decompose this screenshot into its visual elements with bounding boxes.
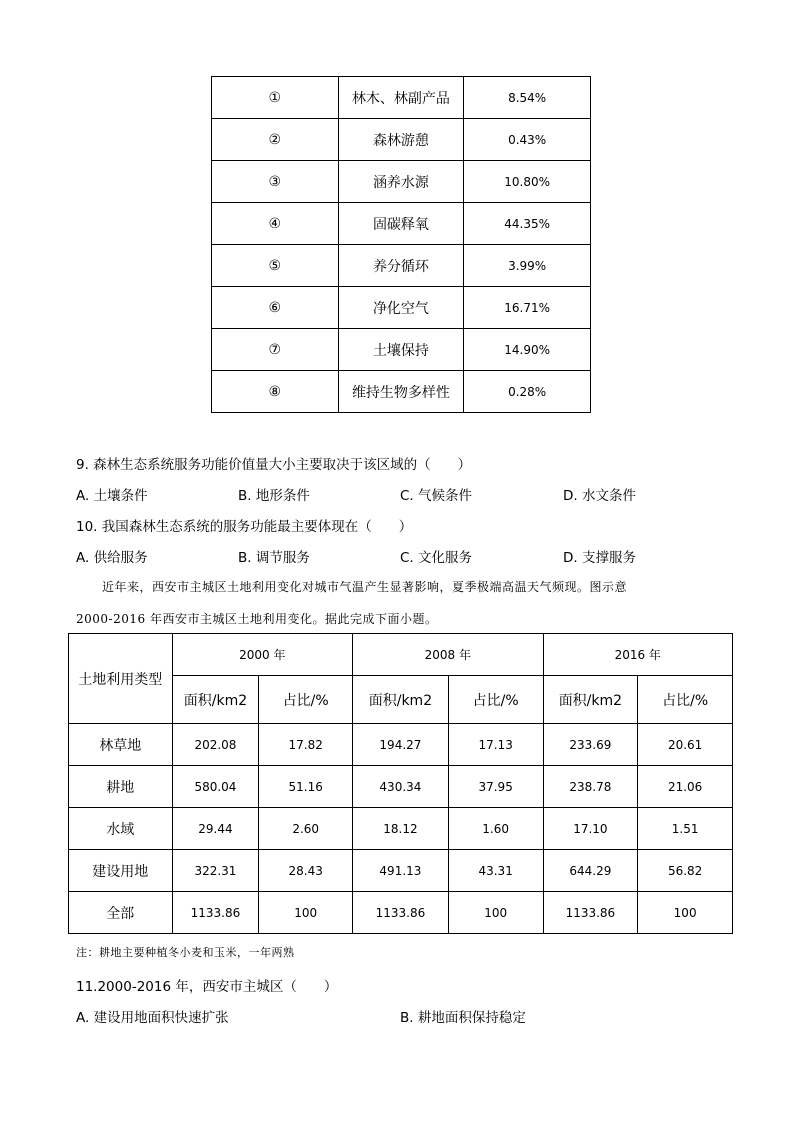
land-type-header: 土地利用类型 (69, 634, 173, 724)
service-name: 林木、林副产品 (338, 77, 464, 119)
table-note: 注：耕地主要种植冬小麦和玉米，一年两熟 (76, 946, 295, 959)
area-value: 18.12 (353, 808, 449, 850)
area-value: 17.10 (543, 808, 638, 850)
service-row (212, 329, 591, 371)
area-value: 1133.86 (353, 892, 449, 934)
q10-option-b: B. 调节服务 (238, 550, 310, 566)
service-percent: 0.43% (464, 119, 591, 161)
intro-line-1: 近年来，西安市主城区土地利用变化对城市气温产生显著影响，夏季极端高温天气频现。图示意 (102, 580, 628, 594)
land-use-row (69, 892, 733, 934)
share-value: 100 (448, 892, 543, 934)
q9-option-c: C. 气候条件 (400, 488, 473, 504)
q9-option-d: D. 水文条件 (563, 488, 636, 504)
share-value: 100 (638, 892, 733, 934)
land-type: 建设用地 (69, 850, 173, 892)
service-row (212, 203, 591, 245)
share-value: 100 (259, 892, 353, 934)
land-use-row (69, 808, 733, 850)
area-header: 面积/km2 (543, 676, 638, 724)
share-value: 43.31 (448, 850, 543, 892)
share-value: 1.60 (448, 808, 543, 850)
land-use-table (68, 633, 733, 934)
land-type: 耕地 (69, 766, 173, 808)
q11-option-a: A. 建设用地面积快速扩张 (76, 1010, 229, 1026)
service-percent: 14.90% (464, 329, 591, 371)
land-type: 水域 (69, 808, 173, 850)
service-percent: 44.35% (464, 203, 591, 245)
land-type: 林草地 (69, 724, 173, 766)
service-row (212, 161, 591, 203)
share-value: 17.13 (448, 724, 543, 766)
q9-option-a: A. 土壤条件 (76, 488, 148, 504)
land-type: 全部 (69, 892, 173, 934)
share-value: 21.06 (638, 766, 733, 808)
area-header: 面积/km2 (172, 676, 259, 724)
service-name: 维持生物多样性 (338, 371, 464, 413)
q11-option-b: B. 耕地面积保持稳定 (400, 1010, 526, 1026)
row-number: ④ (212, 203, 339, 245)
question-9: 9. 森林生态系统服务功能价值量大小主要取决于该区域的（ ） (76, 457, 472, 473)
row-number: ⑤ (212, 245, 339, 287)
q10-option-c: C. 文化服务 (400, 550, 473, 566)
share-header: 占比/% (448, 676, 543, 724)
service-percent: 8.54% (464, 77, 591, 119)
share-value: 2.60 (259, 808, 353, 850)
row-number: ⑦ (212, 329, 339, 371)
service-name: 土壤保持 (338, 329, 464, 371)
area-value: 202.08 (172, 724, 259, 766)
service-row (212, 77, 591, 119)
q10-option-a: A. 供给服务 (76, 550, 148, 566)
area-value: 491.13 (353, 850, 449, 892)
area-header: 面积/km2 (353, 676, 449, 724)
service-name: 固碳释氧 (338, 203, 464, 245)
share-value: 28.43 (259, 850, 353, 892)
service-percent: 10.80% (464, 161, 591, 203)
service-name: 养分循环 (338, 245, 464, 287)
question-11: 11.2000-2016 年，西安市主城区（ ） (76, 979, 338, 995)
service-name: 森林游憩 (338, 119, 464, 161)
share-header: 占比/% (638, 676, 733, 724)
share-value: 51.16 (259, 766, 353, 808)
question-10: 10. 我国森林生态系统的服务功能最主要体现在（ ） (76, 519, 413, 535)
share-value: 1.51 (638, 808, 733, 850)
q9-option-b: B. 地形条件 (238, 488, 310, 504)
service-name: 净化空气 (338, 287, 464, 329)
service-percent: 16.71% (464, 287, 591, 329)
share-value: 37.95 (448, 766, 543, 808)
row-number: ① (212, 77, 339, 119)
land-use-row (69, 766, 733, 808)
service-percent: 0.28% (464, 371, 591, 413)
service-row (212, 287, 591, 329)
area-value: 322.31 (172, 850, 259, 892)
service-name: 涵养水源 (338, 161, 464, 203)
area-value: 233.69 (543, 724, 638, 766)
share-value: 20.61 (638, 724, 733, 766)
area-value: 29.44 (172, 808, 259, 850)
land-use-row (69, 724, 733, 766)
area-value: 1133.86 (172, 892, 259, 934)
area-value: 644.29 (543, 850, 638, 892)
year-2008-header: 2008 年 (353, 634, 543, 676)
service-row (212, 245, 591, 287)
service-row (212, 371, 591, 413)
service-value-table (211, 76, 591, 413)
service-row (212, 119, 591, 161)
share-header: 占比/% (259, 676, 353, 724)
service-percent: 3.99% (464, 245, 591, 287)
q10-option-d: D. 支撑服务 (563, 550, 636, 566)
area-value: 238.78 (543, 766, 638, 808)
area-value: 1133.86 (543, 892, 638, 934)
share-value: 17.82 (259, 724, 353, 766)
intro-line-2: 2000-2016 年西安市主城区土地利用变化。据此完成下面小题。 (76, 612, 438, 626)
row-number: ② (212, 119, 339, 161)
year-2016-header: 2016 年 (543, 634, 733, 676)
area-value: 194.27 (353, 724, 449, 766)
row-number: ③ (212, 161, 339, 203)
year-2000-header: 2000 年 (172, 634, 353, 676)
share-value: 56.82 (638, 850, 733, 892)
row-number: ⑧ (212, 371, 339, 413)
area-value: 580.04 (172, 766, 259, 808)
row-number: ⑥ (212, 287, 339, 329)
area-value: 430.34 (353, 766, 449, 808)
land-use-row (69, 850, 733, 892)
